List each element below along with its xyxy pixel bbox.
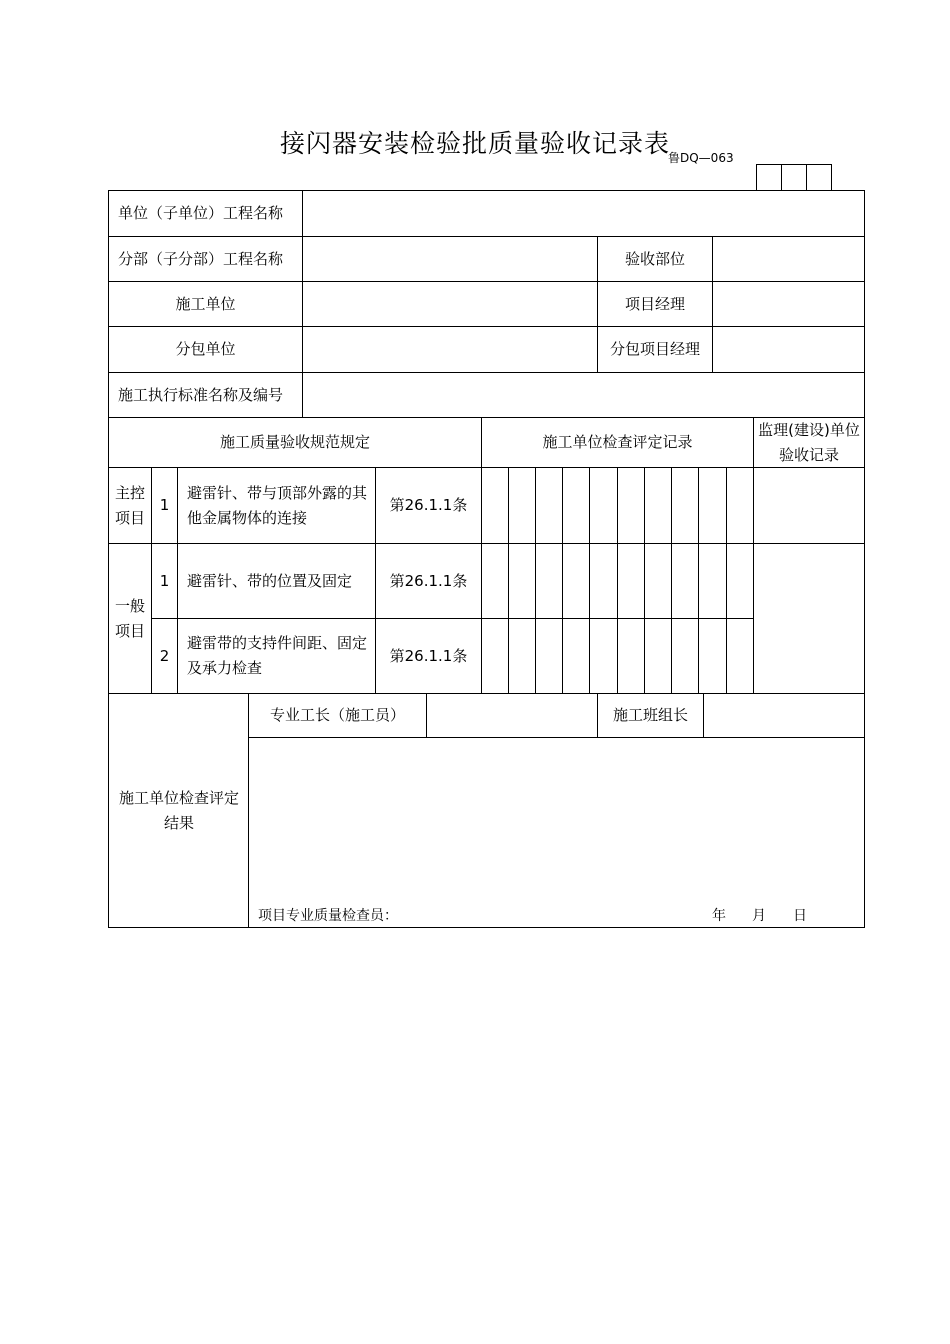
- general-item-1-desc: 避雷针、带的位置及固定: [187, 571, 353, 590]
- general-item-1-no: 1: [159, 571, 170, 590]
- general-item-2-clause: 第26.1.1条: [389, 646, 468, 665]
- inspector-label: 项目专业质量检查员：: [258, 908, 398, 924]
- acceptance-part-label: 验收部位: [624, 249, 685, 268]
- general-items-category: 一般项目: [114, 596, 145, 640]
- main-item-1-desc: 避雷针、带与顶部外露的其他金属物体的连接: [187, 483, 368, 527]
- form-code: 鲁DQ—063: [668, 151, 734, 165]
- team-leader-label: 施工班组长: [612, 706, 688, 724]
- standard-label: 施工执行标准名称及编号: [118, 385, 284, 404]
- subcontract-unit-input[interactable]: [303, 327, 597, 372]
- main-item-1-no: 1: [159, 496, 170, 514]
- subcontract-manager-label: 分包项目经理: [609, 340, 700, 358]
- sub-project-input[interactable]: [303, 237, 597, 281]
- supervision-column-header: 监理(建设)单位验收记录: [758, 420, 860, 464]
- date-day: 日: [793, 908, 807, 924]
- result-input[interactable]: [249, 738, 864, 898]
- page-title: 接闪器安装检验批质量验收记录表: [279, 129, 670, 158]
- general-item-2-no: 2: [159, 646, 170, 665]
- unit-project-input[interactable]: [303, 191, 864, 236]
- general-item-2-desc: 避雷带的支持件间距、固定及承力检查: [187, 634, 368, 677]
- unit-project-label: 单位（子单位）工程名称: [118, 204, 284, 222]
- general-items-supervision-input[interactable]: [754, 544, 864, 693]
- general-item-1-clause: 第26.1.1条: [389, 571, 468, 590]
- sub-project-label: 分部（子分部）工程名称: [118, 249, 284, 268]
- project-manager-input[interactable]: [713, 282, 864, 326]
- construction-unit-input[interactable]: [303, 282, 597, 326]
- spec-column-header: 施工质量验收规范规定: [219, 433, 370, 451]
- main-item-1-supervision-input[interactable]: [754, 468, 864, 543]
- foreman-input[interactable]: [427, 694, 597, 737]
- check-record-column-header: 施工单位检查评定记录: [542, 433, 693, 451]
- team-leader-input[interactable]: [704, 694, 864, 737]
- main-items-category: 主控项目: [114, 483, 145, 527]
- standard-input[interactable]: [303, 373, 864, 417]
- date-month: 月: [752, 908, 766, 924]
- subcontract-manager-input[interactable]: [713, 327, 864, 372]
- date-year: 年: [712, 908, 726, 924]
- main-item-1-clause: 第26.1.1条: [389, 496, 468, 514]
- acceptance-part-input[interactable]: [713, 237, 864, 281]
- construction-unit-label: 施工单位: [175, 294, 236, 313]
- foreman-label: 专业工长（施工员）: [269, 706, 405, 724]
- subcontract-unit-label: 分包单位: [175, 340, 236, 358]
- form-number-boxes[interactable]: [756, 164, 832, 191]
- project-manager-label: 项目经理: [624, 294, 685, 313]
- result-label: 施工单位检查评定结果: [118, 788, 239, 832]
